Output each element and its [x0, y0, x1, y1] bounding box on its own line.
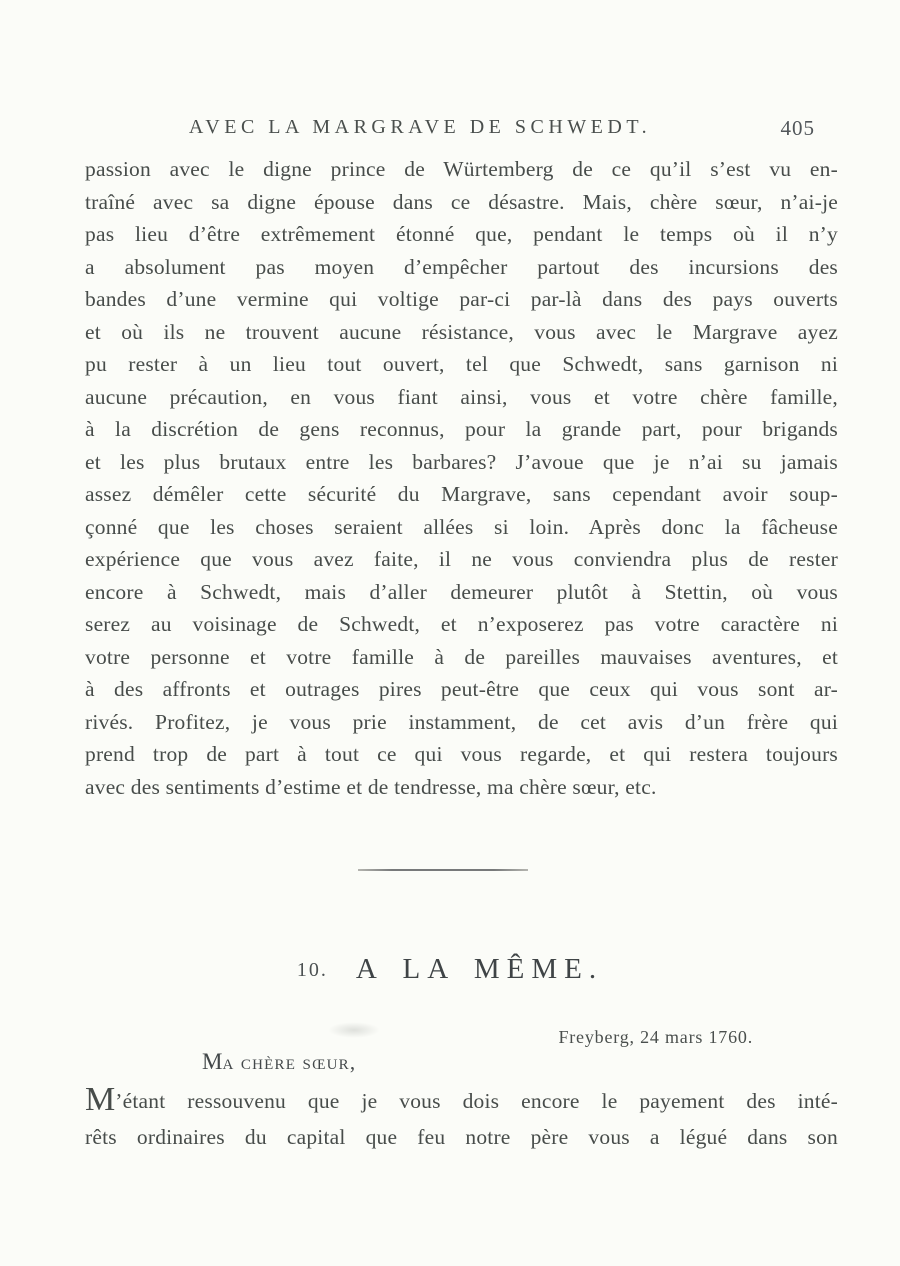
text-line: prend trop de part à tout ce qui vous regarde, et qui restera toujours [85, 742, 838, 766]
text-line [85, 1083, 838, 1119]
text-line: aucune précaution, en vous fiant ainsi, vous et votre chère famille, [85, 384, 838, 409]
running-header-title: AVEC LA MARGRAVE DE SCHWEDT. [188, 116, 652, 138]
text-line: à des affronts et outrages pires peut-être que ceux qui vous sont ar- [85, 677, 838, 701]
letter-opening-paragraph [85, 1083, 838, 1155]
text-line: bandes d’une vermine qui voltige par-ci par-là dans des pays ouverts [85, 287, 838, 311]
text-line: pas lieu d’être extrêmement étonné que, pendant le temps où il n’y [85, 222, 838, 246]
text-line: avec des sentiments d’estime et de tendresse, ma chère sœur, etc. [85, 774, 657, 799]
text-line: assez démêler cette sécurité du Margrave, sans cependant avoir soup- [85, 482, 838, 506]
text-line: serez au voisinage de Schwedt, et n’exposerez pas votre caractère ni [85, 612, 838, 636]
opening-initial: M [85, 1081, 116, 1118]
scan-smudge-artifact [328, 1022, 380, 1038]
text-line: rêts ordinaires du capital que feu notre père vous a légué dans son [85, 1125, 838, 1149]
text-line: a absolument pas moyen d’empêcher partout des incursions des [85, 254, 838, 279]
salutation-initial: M [202, 1049, 223, 1074]
letter-dateline: Freyberg, 24 mars 1760. [558, 1027, 753, 1047]
section-divider [358, 869, 528, 871]
text-line: expérience que vous avez faite, il ne vous conviendra plus de rester [85, 547, 838, 571]
salutation-text: a chère sœur, [222, 1050, 357, 1074]
text-line: et les plus brutaux entre les barbares? J’avoue que je n’ai su jamais [85, 449, 838, 474]
text-line: votre personne et votre famille à de pareilles mauvaises aventures, et [85, 644, 838, 669]
letter-title: A LA MÊME. [355, 953, 604, 985]
text-line: à la discrétion de gens reconnus, pour la grande part, pour brigands [85, 417, 838, 441]
letter-continuation-paragraph [85, 153, 838, 803]
text-line: traîné avec sa digne épouse dans ce désastre. Mais, chère sœur, n’ai-je [85, 189, 838, 214]
text-line: çonné que les choses seraient allées si loin. Après donc la fâcheuse [85, 514, 838, 539]
page-number: 405 [780, 116, 815, 140]
text-line: passion avec le digne prince de Würtemberg de ce qu’il s’est vu en- [85, 157, 838, 181]
letter-heading [0, 953, 900, 986]
text-line: et où ils ne trouvent aucune résistance, vous avec le Margrave ayez [85, 319, 838, 344]
text-line: encore à Schwedt, mais d’aller demeurer plutôt à Stettin, où vous [85, 579, 838, 604]
letter-salutation [202, 1049, 356, 1075]
opening-line-text: ’étant ressouvenu que je vous dois encore le payement des inté- [115, 1089, 838, 1113]
text-line: pu rester à un lieu tout ouvert, tel que Schwedt, sans garnison ni [85, 352, 838, 376]
letter-number: 10. [296, 959, 328, 981]
text-line: rivés. Profitez, je vous prie instamment, de cet avis d’un frère qui [85, 709, 838, 734]
